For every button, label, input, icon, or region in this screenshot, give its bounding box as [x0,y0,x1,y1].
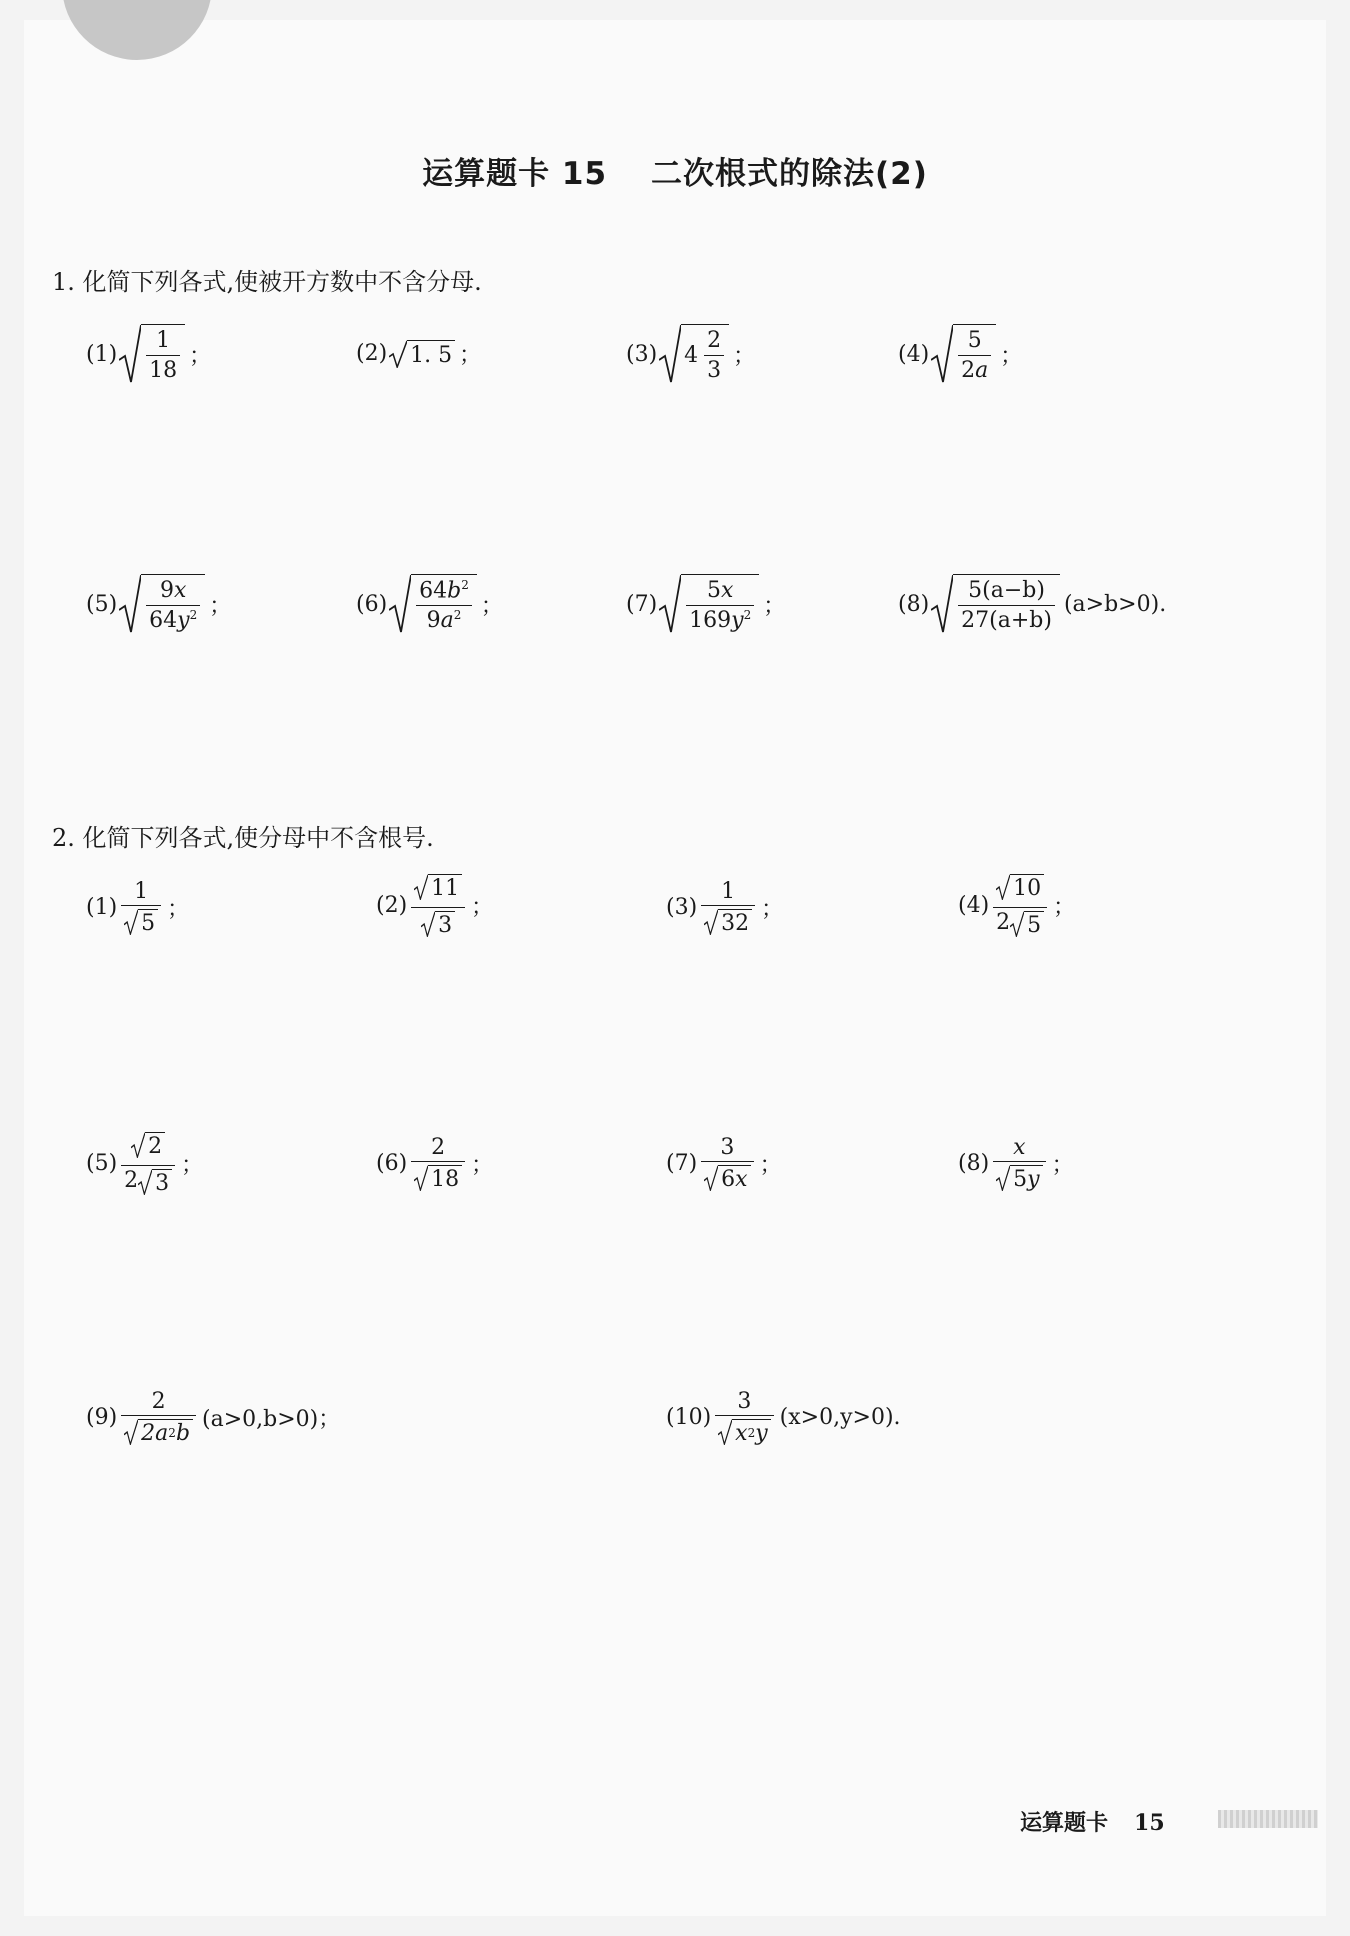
radical: 5x 169 y 2 [659,574,759,634]
radical-sign-icon [421,911,435,937]
problem-label: (3) [626,341,658,367]
problem-label: (6) [376,1151,408,1177]
problem-label: (7) [626,591,658,617]
radical-sign-icon [414,1165,428,1191]
radical-sign-icon [138,1169,152,1195]
problem-label: (5) [86,1151,118,1177]
radical-sign-icon [131,1132,145,1158]
problem-label: (1) [86,341,118,367]
radical: $\frac{5(a-b)}{27(a+b)}$ [931,574,1060,634]
radical-sign-icon [931,324,953,384]
page-title [0,148,1350,193]
radical-sign-icon [659,574,681,634]
radical: 4 $\frac{2}{3}$ [659,324,729,384]
problem-label: (4) [958,893,990,919]
radical-sign-icon [659,324,681,384]
footer-stripe-decoration [1218,1810,1318,1828]
radical-sign-icon [704,1165,718,1191]
q1-problem-6: (6) $64b^2$ 9 a 2 ； [356,574,503,634]
problem-label: (2) [356,341,388,366]
radical-sign-icon [389,574,411,634]
problem-label: (8) [898,591,930,617]
q2-problem-9: (9) 2 2a 2 b (a>0,b>0)； [86,1389,341,1447]
radical-sign-icon [124,909,138,935]
problem-label: (3) [666,895,698,921]
radical-sign-icon [996,1165,1010,1191]
radical-sign-icon [389,340,407,368]
problem-label: (7) [666,1151,698,1177]
page-number: 15 [1134,1810,1165,1836]
radical: 1. 5 [389,340,455,368]
radical-sign-icon [119,324,141,384]
radical-sign-icon [1010,911,1024,937]
radical: $\frac{1}{18}$ [119,324,185,384]
radical-sign-icon [931,574,953,634]
q1-problem-2: (2) 1. 5 ； [356,341,482,368]
q2-problem-10: (10) 3 x 2 y (x>0,y>0). [666,1389,901,1447]
question-1-stem: 1. 化简下列各式,使被开方数中不含分母. [52,268,482,296]
q2-problem-1: (1) $\frac{1}{5}$ ； [86,879,190,937]
q2-problem-8: (8) x 5 y ； [958,1135,1074,1193]
worksheet-page [24,20,1326,1916]
radical-sign-icon [718,1419,732,1445]
q1-problem-4: (4) 5 2 a ； [898,324,1022,384]
title-card-number: 运算题卡 15 [422,156,608,192]
problem-label: (9) [86,1405,118,1431]
q1-problem-8: (8) $\frac{5(a-b)}{27(a+b)}$ (a>b>0). [898,574,1166,634]
title-topic: 二次根式的除法(2) [651,156,928,192]
q2-problem-2: (2) $\frac{11}{3}$ ； [376,876,494,939]
q1-problem-5: (5) 9x 64 y 2 ； [86,574,231,634]
radical-sign-icon [996,874,1010,900]
problem-label: (8) [958,1151,990,1177]
q2-problem-7: (7) 3 6 x ； [666,1135,782,1193]
q2-problem-4: (4) 10 2 5 ； [958,876,1076,939]
footer-label: 运算题卡 [1020,1811,1109,1836]
problem-label: (10) [666,1405,712,1431]
radical: $64b^2$ 9 a 2 [389,574,477,634]
q2-problem-3: (3) $\frac{1}{32}$ ； [666,879,784,937]
problem-label: (6) [356,591,388,617]
q2-problem-6: (6) $\frac{2}{18}$ ； [376,1135,494,1193]
question-2-stem: 2. 化简下列各式,使分母中不含根号. [52,824,434,852]
radical-sign-icon [414,874,428,900]
radical-sign-icon [124,1419,138,1445]
q1-problem-1: (1) $\frac{1}{18}$ ； [86,324,211,384]
radical-sign-icon [119,574,141,634]
problem-label: (5) [86,591,118,617]
q1-problem-3: (3) 4 $\frac{2}{3}$ ； [626,324,755,384]
problem-label: (4) [898,341,930,367]
q1-problem-7: (7) 5x 169 y 2 ； [626,574,785,634]
radical: 5 2 a [931,324,996,384]
radical-sign-icon [704,909,718,935]
page-footer [1020,1806,1165,1837]
q2-problem-5: (5) 2 2 3 ； [86,1134,204,1197]
problem-label: (1) [86,895,118,921]
radical: 9x 64 y 2 [119,574,205,634]
problem-label: (2) [376,893,408,919]
